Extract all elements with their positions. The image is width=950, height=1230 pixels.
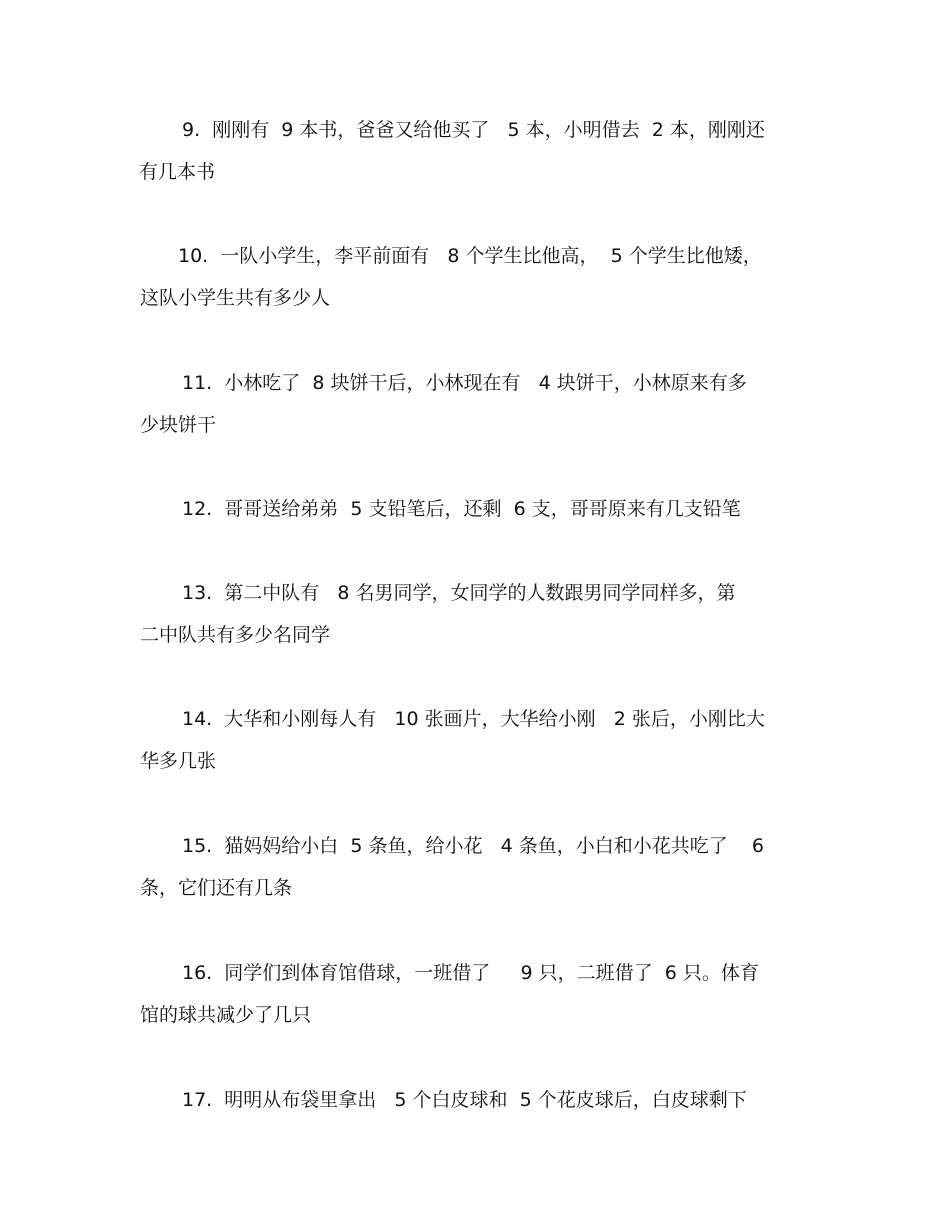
problem-text-line: 华多几张: [140, 750, 217, 772]
problem-16: [140, 952, 820, 1036]
problem-text-line: 二中队共有多少名同学: [140, 624, 331, 646]
problem-12: [140, 488, 820, 530]
problem-text-line: 馆的球共减少了几只: [140, 1004, 312, 1026]
problem-11: [140, 362, 820, 446]
problem-17: [140, 1079, 820, 1121]
problem-text-line: 这队小学生共有多少人: [140, 287, 331, 309]
problem-9: [140, 109, 820, 193]
problem-text-line: 17. 明明从布袋里拿出 5 个白皮球和 5 个花皮球后，白皮球剩下: [182, 1089, 747, 1111]
problem-text-line: 13. 第二中队有 8 名男同学，女同学的人数跟男同学同样多，第: [182, 582, 736, 604]
problem-text-line: 16. 同学们到体育馆借球，一班借了 9 只，二班借了 6 只。体育: [182, 962, 759, 984]
problem-text-line: 少块饼干: [140, 414, 217, 436]
problem-text-line: 10. 一队小学生，李平前面有 8 个学生比他高， 5 个学生比他矮，: [178, 245, 762, 267]
problem-text-line: 15. 猫妈妈给小白 5 条鱼，给小花 4 条鱼，小白和小花共吃了 6: [182, 835, 764, 857]
problem-text-line: 9. 刚刚有 9 本书，爸爸又给他买了 5 本，小明借去 2 本，刚刚还: [182, 119, 765, 141]
problem-text-line: 有几本书: [139, 161, 216, 183]
problem-text-line: 14. 大华和小刚每人有 10 张画片，大华给小刚 2 张后，小刚比大: [182, 708, 765, 730]
problem-13: [140, 572, 820, 656]
problem-text-line: 11. 小林吃了 8 块饼干后，小林现在有 4 块饼干，小林原来有多: [182, 372, 747, 394]
problem-10: [140, 235, 820, 319]
problem-text-line: 条，它们还有几条: [140, 877, 293, 899]
problem-text-line: 12. 哥哥送给弟弟 5 支铅笔后，还剩 6 支，哥哥原来有几支铅笔: [182, 498, 741, 520]
problem-15: [140, 825, 820, 909]
problem-14: [140, 698, 820, 782]
